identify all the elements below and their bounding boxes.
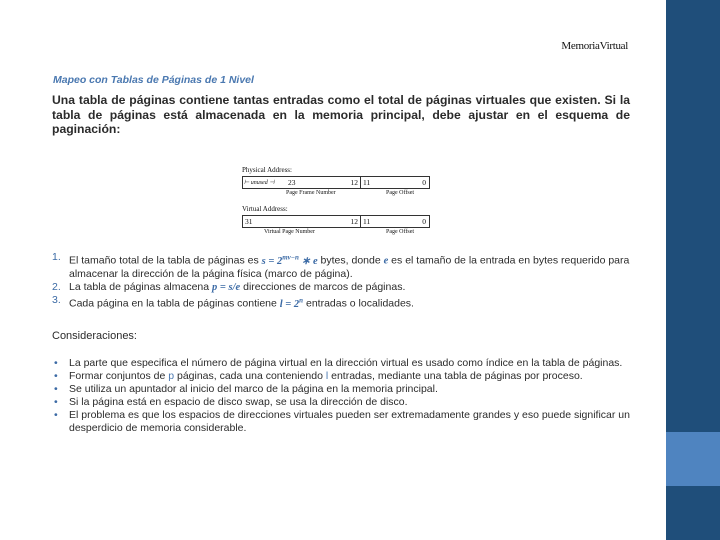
sidebar-decoration bbox=[666, 0, 720, 540]
list-marker: 3. bbox=[52, 294, 61, 307]
virtual-page-number-field bbox=[243, 216, 361, 227]
virtual-page-number-caption: Virtual Page Number bbox=[264, 229, 315, 235]
virtual-address-label: Virtual Address: bbox=[242, 205, 288, 213]
physical-left-low-bit: 12 bbox=[350, 178, 358, 187]
physical-left-high-bit: 23 bbox=[288, 178, 296, 187]
virtual-right-high-bit: 11 bbox=[363, 217, 371, 226]
physical-page-offset-field bbox=[361, 177, 429, 188]
virtual-left-high-bit: 31 bbox=[245, 217, 253, 226]
math-superscript: n bbox=[299, 296, 304, 305]
bullet-text: La parte que especifica el número de página virtual en la dirección virtual es usado como índice en la tabla de páginas. bbox=[69, 357, 623, 369]
bullet-text: Se utiliza un apuntador al inicio del marco de la página en la memoria principal. bbox=[69, 383, 438, 396]
virtual-address-row bbox=[242, 215, 430, 228]
list-item bbox=[52, 396, 630, 409]
physical-page-offset-caption: Page Offset bbox=[386, 190, 415, 196]
virtual-page-offset-caption: Page Offset bbox=[386, 229, 415, 235]
considerations-list bbox=[52, 357, 630, 436]
list-text: es el tamaño de la entrada en bytes requerido para almacenar la dirección de la página física (marco de página). bbox=[69, 254, 630, 280]
unused-bits-label: ⊢ unused ⊣ bbox=[244, 180, 275, 186]
list-item bbox=[52, 357, 630, 370]
math-part: s = 2 bbox=[261, 255, 283, 267]
bullet-text: Formar conjuntos de bbox=[69, 370, 169, 383]
bullet-text: entradas, mediante una tabla de páginas por proceso. bbox=[328, 370, 583, 383]
virtual-right-low-bit: 0 bbox=[422, 217, 426, 226]
list-item bbox=[52, 251, 630, 281]
math-expression bbox=[261, 253, 318, 267]
intro-paragraph: Una tabla de páginas contiene tantas entradas como el total de páginas virtuales que existen. Si la tabla de páginas está almacenada en la memoria principal, debe ajustar en el esquema de paginación: bbox=[52, 93, 630, 136]
page-header-title: MemoriaVirtual bbox=[561, 40, 628, 52]
address-format-diagram bbox=[240, 163, 432, 235]
physical-right-high-bit: 11 bbox=[363, 178, 371, 187]
virtual-left-low-bit: 12 bbox=[350, 217, 358, 226]
list-text: La tabla de páginas almacena bbox=[69, 280, 213, 293]
list-text: entradas o localidades. bbox=[303, 297, 414, 310]
list-text: El tamaño total de la tabla de páginas es bbox=[69, 254, 262, 267]
list-item bbox=[52, 294, 630, 311]
list-text: direcciones de marcos de páginas. bbox=[240, 280, 406, 293]
math-superscript: mv−n bbox=[282, 253, 299, 261]
physical-address-row bbox=[242, 176, 430, 189]
list-item bbox=[52, 383, 630, 396]
math-variable: e bbox=[383, 255, 389, 267]
list-item bbox=[52, 281, 630, 294]
math-part: l = 2 bbox=[279, 298, 300, 310]
bullet-icon: • bbox=[54, 370, 58, 383]
highlight-variable: p bbox=[168, 370, 175, 383]
math-part: ∗ e bbox=[298, 255, 318, 267]
highlight-variable: l bbox=[325, 370, 329, 383]
math-expression: p = s/e bbox=[212, 281, 241, 293]
bullet-text: Si la página está en espacio de disco swap, se usa la dirección de disco. bbox=[69, 396, 408, 409]
sidebar-accent-block bbox=[666, 432, 720, 486]
list-marker: 2. bbox=[52, 280, 61, 293]
bullet-icon: • bbox=[54, 383, 58, 396]
bullet-icon: • bbox=[54, 409, 58, 422]
physical-address-label: Physical Address: bbox=[242, 166, 292, 174]
page-frame-number-caption: Page Frame Number bbox=[286, 190, 336, 196]
list-item bbox=[52, 370, 630, 383]
bullet-text: páginas, cada una conteniendo bbox=[174, 370, 326, 383]
considerations-heading: Consideraciones: bbox=[52, 330, 137, 342]
section-subtitle: Mapeo con Tablas de Páginas de 1 Nivel bbox=[53, 74, 254, 86]
page-frame-number-field bbox=[243, 177, 361, 188]
math-expression bbox=[279, 296, 304, 310]
physical-right-low-bit: 0 bbox=[422, 178, 426, 187]
list-text: Cada página en la tabla de páginas contiene bbox=[69, 297, 280, 310]
numbered-list bbox=[52, 251, 630, 311]
list-text: bytes, donde bbox=[317, 254, 384, 267]
virtual-page-offset-field bbox=[361, 216, 429, 227]
bullet-icon: • bbox=[54, 357, 58, 369]
bullet-text: El problema es que los espacios de direcciones virtuales pueden ser extremadamente grandes y eso puede significar un desperdicio de memoria considerable. bbox=[69, 409, 630, 435]
bullet-icon: • bbox=[54, 396, 58, 409]
list-item bbox=[52, 409, 630, 435]
list-marker: 1. bbox=[52, 251, 61, 263]
